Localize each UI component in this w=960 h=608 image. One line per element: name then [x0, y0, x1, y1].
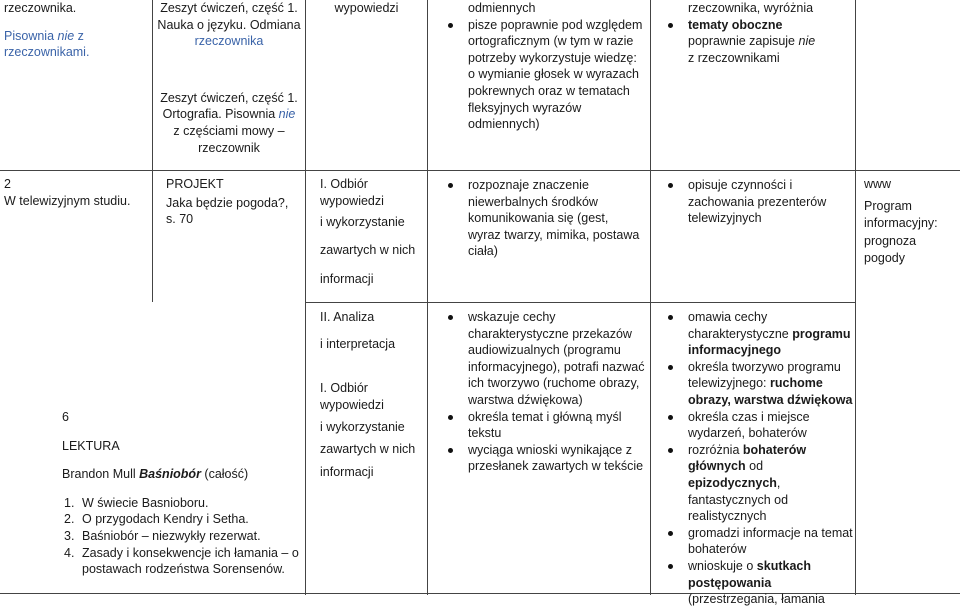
row3-skills-b3: i wykorzystanie — [320, 420, 405, 434]
col-divider-4 — [650, 0, 651, 595]
row3-basic-requirements — [444, 309, 649, 475]
row1-extended-requirements — [664, 0, 854, 66]
row3-chapter-list — [62, 495, 302, 578]
row3-skills-b1: I. Odbiór — [320, 381, 368, 395]
row3-skills-b4: zawartych w nich — [320, 442, 416, 456]
row2-resource-4: prognoza — [864, 233, 917, 248]
row2-skills-4: zawartych w nich — [320, 243, 416, 257]
row2-skills-5: informacji — [320, 272, 374, 286]
row2-resource-2: Program — [864, 198, 912, 213]
row2-lesson-title: W telewizyjnym studiu. — [4, 193, 131, 208]
row1-skills-line: wypowiedzi — [334, 1, 399, 15]
row3-skills-b2: wypowiedzi — [320, 398, 384, 412]
row1-basic-requirements — [444, 0, 644, 133]
row2-resource-3: informacyjny: — [864, 216, 938, 230]
row2-resources — [864, 176, 959, 268]
row1-lesson-topic — [4, 0, 149, 61]
row2-lesson-number: 2 — [4, 177, 11, 191]
row3-basic-item: wskazuje cechy charakterystyczne przekazów audiowizualnych (programu informacyjnego), potrafi nazwać ich tworzywo (ruchome obrazy, warstwa dźwiękowa) — [444, 309, 649, 409]
row3-extended-item: rozróżnia bohaterów głównych od epizodycznych, fantastycznych od realistycznych — [664, 442, 854, 525]
row2-materials-title: Jaka będzie pogoda?, — [166, 195, 289, 210]
row3-skills-area — [320, 309, 425, 481]
row2-skills-3: i wykorzystanie — [320, 215, 405, 229]
row3-chapter-item: 4. Zasady i konsekwencje ich łamania – o postawach rodzeństwa Sorensenów. — [64, 545, 299, 577]
row3-extended-item: wnioskuje o skutkach postępowania (przestrzegania, łamania — [664, 558, 854, 608]
row3-extended-item: określa czas i miejsce wydarzeń, bohaterów — [664, 409, 854, 442]
row1-materials-b3: z częściami mowy – — [173, 123, 285, 138]
row-divider-1 — [0, 170, 960, 171]
row3-basic-item: określa temat i główną myśl tekstu — [444, 409, 649, 442]
row1-extended-item: tematy oboczne poprawnie zapisuje nie z rzeczownikami — [664, 17, 854, 67]
col-divider-3 — [427, 0, 428, 595]
row1-materials — [153, 0, 305, 156]
row3-lesson-topic — [62, 409, 302, 578]
row3-skills-b5: informacji — [320, 465, 374, 479]
row3-lesson-number: 6 — [62, 410, 69, 424]
row3-extended-item: określa tworzywo programu telewizyjnego: ruchome obrazy, warstwa dźwiękowa — [664, 359, 854, 409]
row3-extended-item: gromadzi informacje na temat bohaterów — [664, 525, 854, 558]
row3-basic-item: wyciąga wnioski wynikające z przesłanek zawartych w tekście — [444, 442, 649, 475]
row3-extended-requirements — [664, 309, 854, 608]
col-divider-5 — [855, 0, 856, 595]
row2-lesson-topic — [4, 176, 149, 209]
row3-chapter-item: 2. O przygodach Kendry i Setha. — [64, 512, 249, 527]
row1-materials-a1: Zeszyt ćwiczeń, część 1. — [160, 1, 298, 15]
row2-basic-item: rozpoznaje znaczenie niewerbalnych środków komunikowania się (gest, wyraz twarzy, mimika, postawa ciała) — [444, 177, 644, 260]
row2-materials-project: PROJEKT — [166, 177, 224, 191]
row1-materials-b2: Ortografia. Pisownia nie — [162, 107, 296, 122]
row1-basic-lead: odmiennych — [468, 1, 536, 15]
row3-lesson-type: LEKTURA — [62, 438, 120, 453]
row2-skills-area — [320, 176, 425, 288]
row2-extended-requirements — [664, 177, 854, 227]
row1-materials-a2: Nauka o języku. Odmiana — [157, 17, 301, 32]
row3-lesson-book: Brandon Mull Baśniobór (całość) — [62, 467, 249, 482]
row1-materials-b1: Zeszyt ćwiczeń, część 1. — [160, 90, 298, 105]
row3-skills-a2: i interpretacja — [320, 337, 396, 351]
row1-materials-b4: rzeczownik — [198, 140, 260, 155]
row1-topic-line1: rzeczownika. — [4, 1, 77, 15]
row1-topic-line2: Pisownia nie z — [4, 28, 84, 43]
row2-skills-2: wypowiedzi — [320, 194, 384, 208]
row2-materials-page: s. 70 — [166, 212, 194, 227]
row3-extended-item: omawia cechy charakterystyczne programu informacyjnego — [664, 309, 854, 359]
row2-materials — [166, 176, 301, 228]
row1-topic-line3: rzeczownikami. — [4, 45, 90, 60]
row-divider-2 — [305, 302, 855, 303]
col-divider-2 — [305, 0, 306, 595]
row3-chapter-item: 3. Baśniobór – niezwykły rezerwat. — [64, 528, 261, 543]
row1-basic-item: pisze poprawnie pod względem ortograficznym (w tym w razie potrzeby wykorzystuje wiedzę: o wymianie głosek w wyrazach pokrewnych oraz w tematach fleksyjnych wyrazów odmiennych) — [444, 17, 644, 133]
row1-skills-area — [306, 0, 427, 17]
row2-resource-www: www — [864, 177, 892, 191]
row2-basic-requirements — [444, 177, 644, 260]
row3-chapter-item: 1. W świecie Basnioboru. — [64, 495, 209, 510]
row2-resource-5: pogody — [864, 251, 906, 265]
row1-materials-a3: rzeczownika — [194, 34, 264, 49]
row2-extended-item: opisuje czynności i zachowania prezenterów telewizyjnych — [664, 177, 854, 227]
row2-skills-1: I. Odbiór — [320, 177, 368, 191]
row1-extended-lead: rzeczownika, wyróżnia — [688, 1, 814, 15]
row3-skills-a1: II. Analiza — [320, 310, 375, 324]
